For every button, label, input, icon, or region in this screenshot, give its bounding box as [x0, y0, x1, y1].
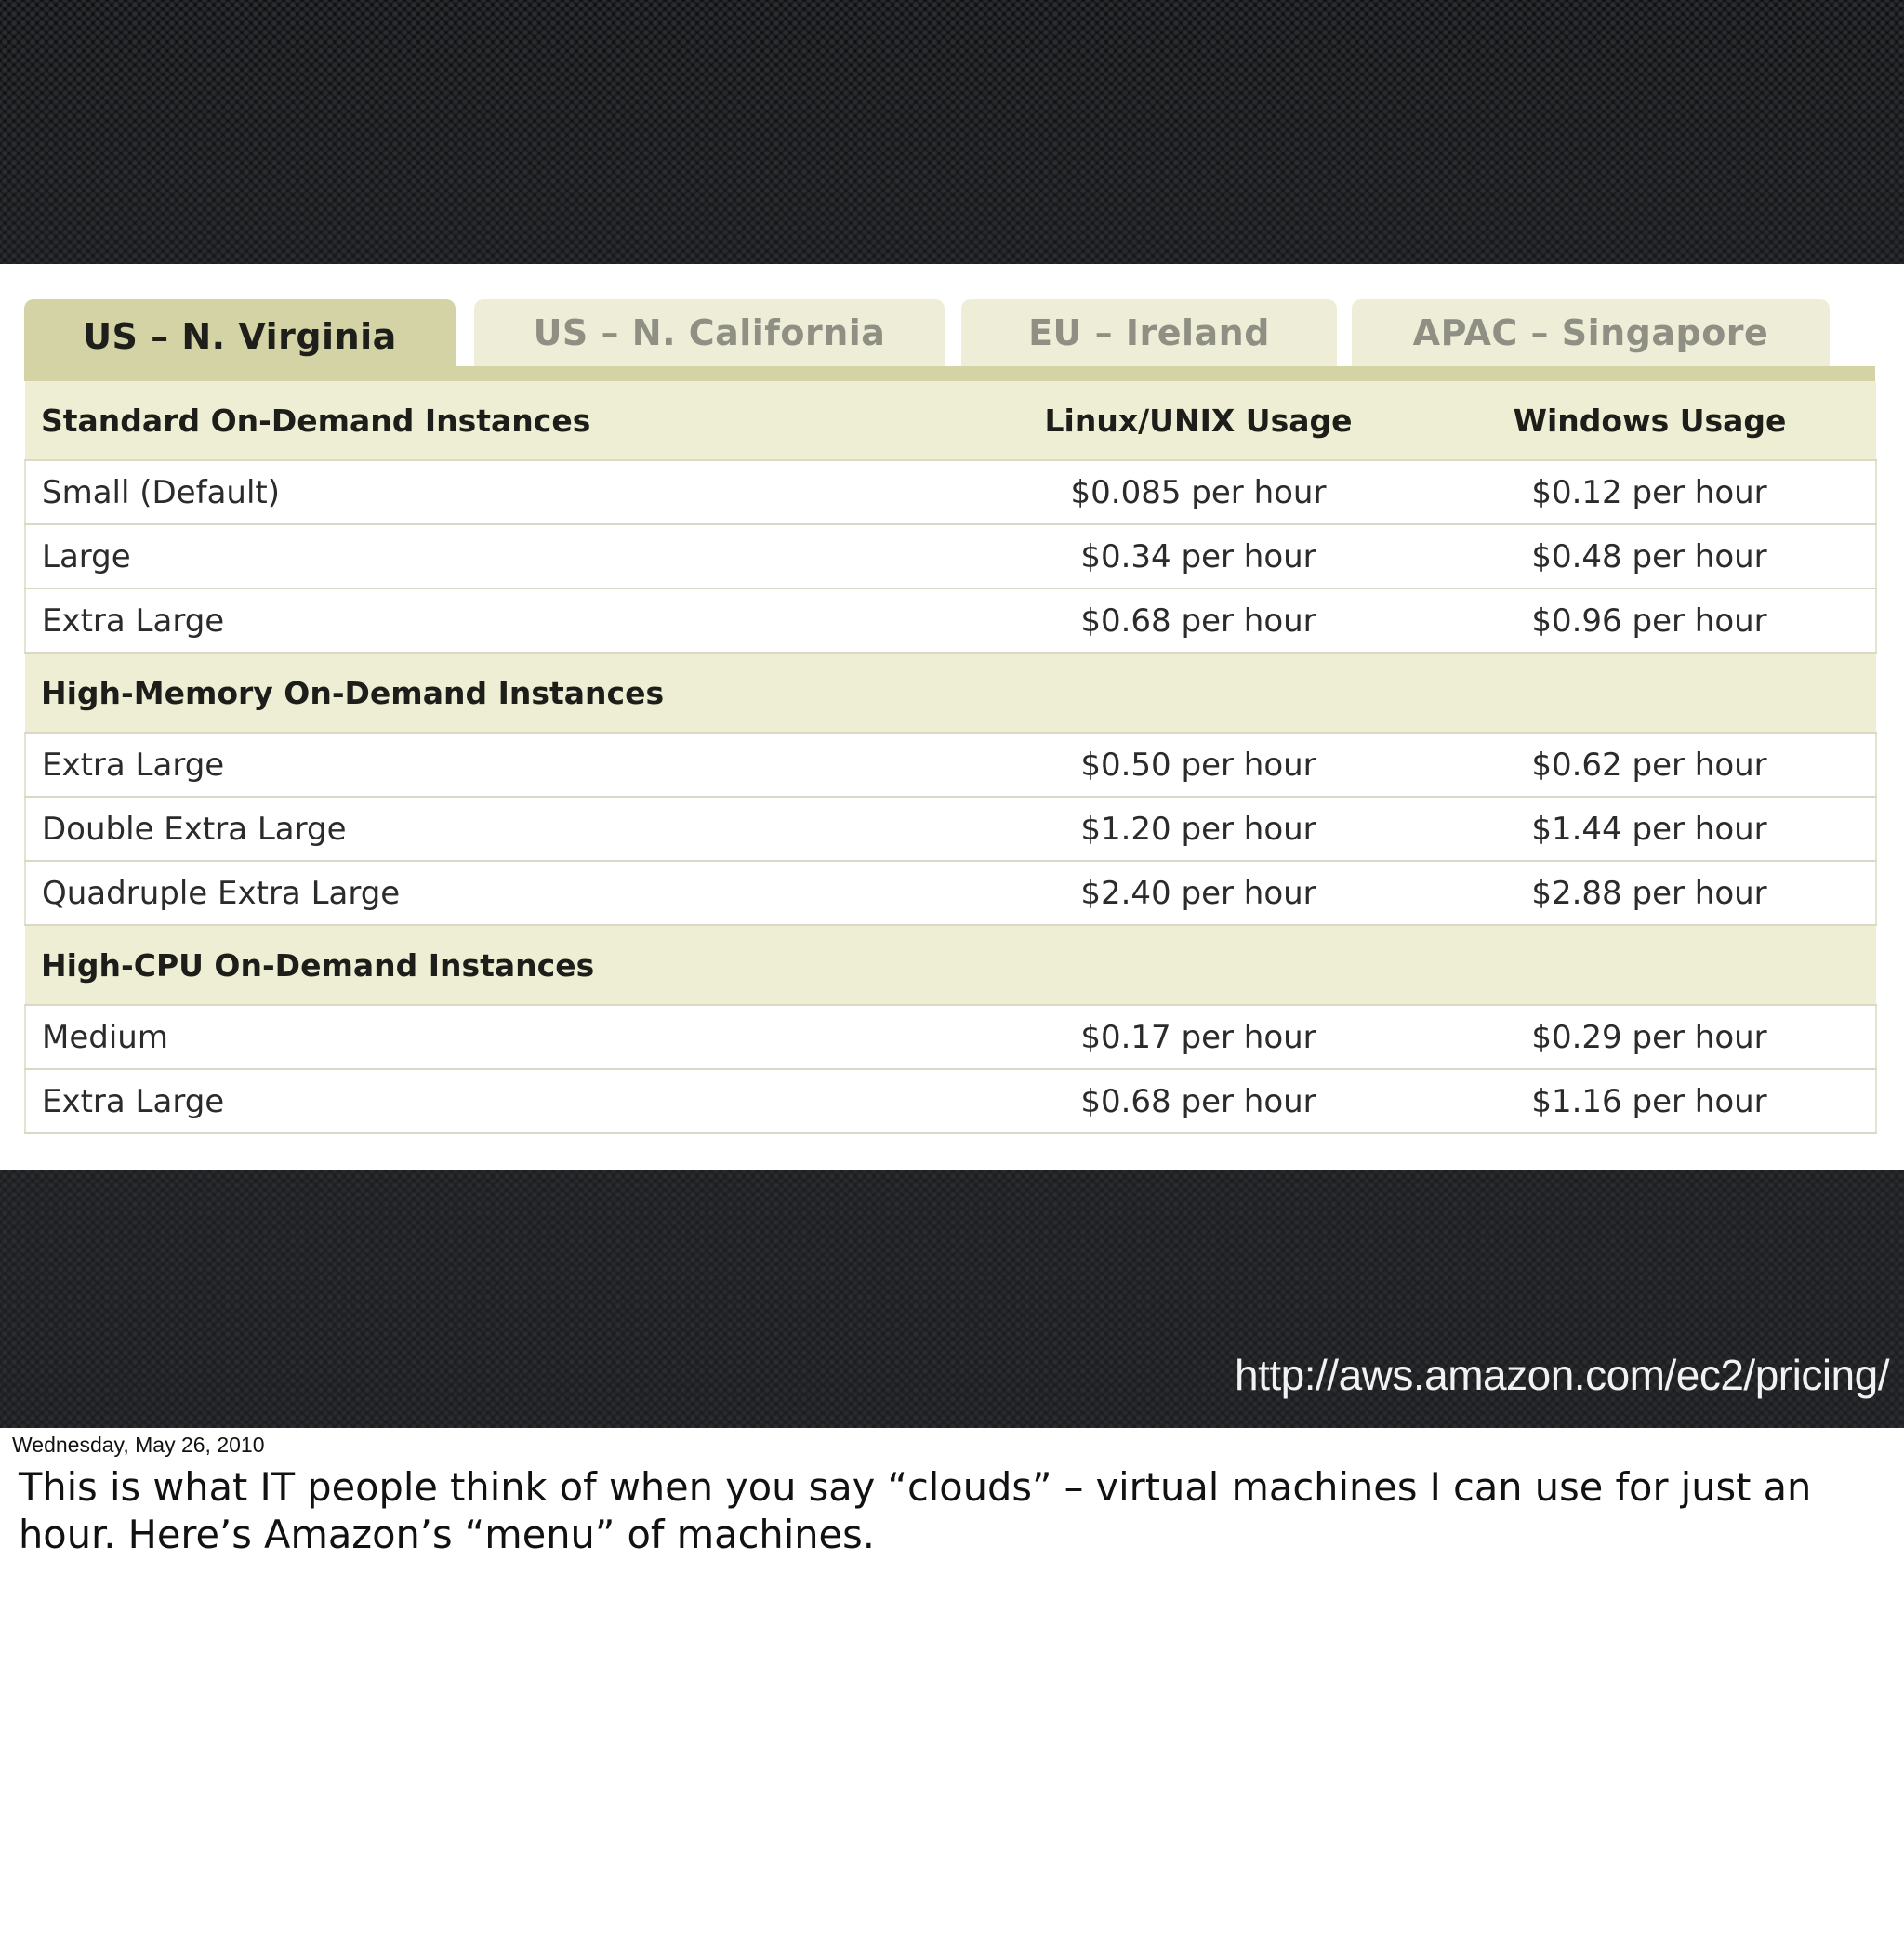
section-header-high-cpu [25, 925, 1876, 1005]
windows-price: $2.88 per hour [1423, 861, 1876, 925]
source-url[interactable]: http://aws.amazon.com/ec2/pricing/ [1235, 1351, 1889, 1399]
pricing-screenshot [0, 264, 1904, 1170]
linux-price: $0.50 per hour [973, 733, 1423, 797]
table-row [25, 588, 1876, 653]
linux-price: $0.68 per hour [973, 1069, 1423, 1133]
section-title: High-Memory On-Demand Instances [25, 653, 973, 733]
tab-us-n-california[interactable]: US – N. California [474, 299, 945, 366]
windows-price: $0.29 per hour [1423, 1005, 1876, 1069]
instance-name: Double Extra Large [25, 797, 973, 861]
table-row [25, 733, 1876, 797]
windows-price: $0.96 per hour [1423, 588, 1876, 653]
pricing-table [24, 381, 1877, 1134]
instance-name: Extra Large [25, 733, 973, 797]
windows-price: $1.16 per hour [1423, 1069, 1876, 1133]
table-row [25, 1005, 1876, 1069]
speaker-notes: This is what IT people think of when you say “clouds” – virtual machines I can use for just an hour. Here’s Amazon’s “menu” of machines. [19, 1464, 1812, 1557]
instance-name: Quadruple Extra Large [25, 861, 973, 925]
linux-price: $2.40 per hour [973, 861, 1423, 925]
region-tabs [24, 299, 1874, 366]
linux-price: $0.68 per hour [973, 588, 1423, 653]
table-row [25, 524, 1876, 588]
section-title: Standard On-Demand Instances [25, 381, 973, 460]
windows-price: $0.62 per hour [1423, 733, 1876, 797]
instance-name: Small (Default) [25, 460, 973, 524]
linux-price: $0.17 per hour [973, 1005, 1423, 1069]
section-title: High-CPU On-Demand Instances [25, 925, 973, 1005]
table-row [25, 1069, 1876, 1133]
section-header-standard [25, 381, 1876, 460]
windows-price: $0.12 per hour [1423, 460, 1876, 524]
tab-apac-singapore[interactable]: APAC – Singapore [1352, 299, 1830, 366]
column-header-windows: Windows Usage [1423, 381, 1876, 460]
table-row [25, 861, 1876, 925]
instance-name: Medium [25, 1005, 973, 1069]
tab-divider [24, 366, 1875, 381]
date-label: Wednesday, May 26, 2010 [12, 1433, 265, 1457]
table-row [25, 460, 1876, 524]
instance-name: Large [25, 524, 973, 588]
instance-name: Extra Large [25, 1069, 973, 1133]
linux-price: $0.34 per hour [973, 524, 1423, 588]
windows-price: $1.44 per hour [1423, 797, 1876, 861]
table-row [25, 797, 1876, 861]
column-header-linux: Linux/UNIX Usage [973, 381, 1423, 460]
linux-price: $0.085 per hour [973, 460, 1423, 524]
windows-price: $0.48 per hour [1423, 524, 1876, 588]
tab-eu-ireland[interactable]: EU – Ireland [961, 299, 1337, 366]
section-header-high-memory [25, 653, 1876, 733]
tab-us-n-virginia[interactable]: US – N. Virginia [24, 299, 456, 374]
instance-name: Extra Large [25, 588, 973, 653]
linux-price: $1.20 per hour [973, 797, 1423, 861]
